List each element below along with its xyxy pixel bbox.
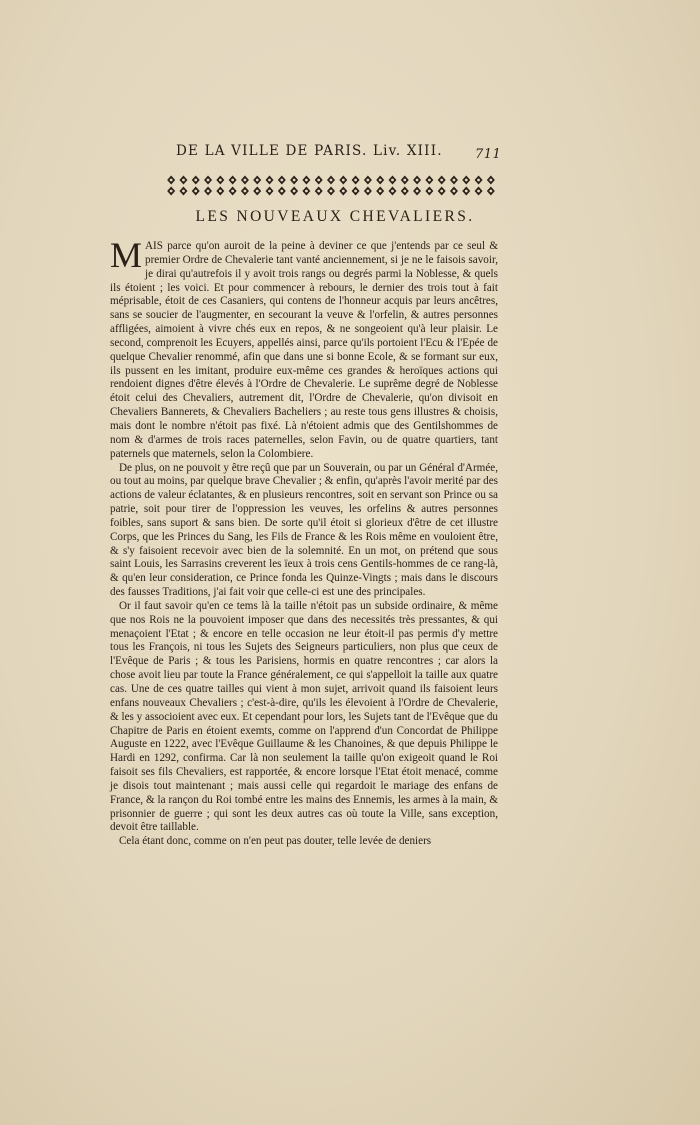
ornament-dot [280,190,283,193]
ornament-dot [317,179,320,182]
ornament-dot [219,179,222,182]
ornament-dot [219,190,222,193]
ornament-dot [182,179,185,182]
page-number: 711 [475,147,502,162]
ornament-dot [366,179,369,182]
ornament-dot [477,179,480,182]
ornament-dot [342,179,345,182]
ornament-dot [231,179,234,182]
running-head: DE LA VILLE DE PARIS. Liv. XIII. [176,143,443,159]
ornament-dot [194,179,197,182]
ornament-dot [416,190,419,193]
printer-ornament-band [165,174,497,198]
ornament-dot [391,179,394,182]
ornament-dot [477,190,480,193]
text-body [110,235,498,849]
ornament-dot [391,190,394,193]
ornament-dot [440,179,443,182]
drop-cap: M [110,235,143,275]
ornament-dot [305,190,308,193]
ornament-dot [207,179,210,182]
ornament-dot [403,179,406,182]
ornament-dot [256,190,259,193]
ornament-dot [465,190,468,193]
ornament-dot [170,179,173,182]
ornament-dot [428,190,431,193]
ornament-dot [244,179,247,182]
ornament-dot [416,179,419,182]
ornament-dot [194,190,197,193]
ornament-dot [293,179,296,182]
ornament-dot [440,190,443,193]
ornament-dot [317,190,320,193]
ornament-dot [354,179,357,182]
ornament-dot [330,190,333,193]
ornament-dot [453,190,456,193]
ornament-dot [453,179,456,182]
ornament-dot [366,190,369,193]
ornament-dot [293,190,296,193]
ornament-dot [268,179,271,182]
paragraph-text: AIS parce qu'on auroit de la peine à deviner ce que j'entends par ce seul & premier Ordre de Chevalerie tant vanté anciennement, si je ne le faisois savoir, je dirai qu'autrefois il y avoit trois rangs ou degrés parmi la Noblesse, & quels ils étoient ; les voici. Et pour commencer à rebours, le dernier des trois tout à fait méprisable, étoit de ces Casaniers, qui contens de l'honneur acquis par leurs ancêtres, sans se soucier de l'augmenter, en secourant la veuve & l'orfelin, & autres personnes affligées, aimoient à vivre chés eux en repos, & ne songeoient qu'à leur plaisir. Le second, comprenoit les Ecuyers, appellés ainsi, parce qu'ils portoient l'Ecu & l'Epée de quelque Chevalier renommé, afin que dans une si bonne Ecole, & se formant sur eux, ils pussent en les imitant, produire eux-même ces grandes & heroïques actions qui rendoient dignes d'être élevés à l'Ordre de Chevalerie. Le suprême degré de Noblesse étoit celui des Chevaliers, autrement dit, l'Ordre de Chevalerie, qu'on divisoit en Chevaliers Bannerets, & Chevaliers Bacheliers ; au reste tous gens illustres & choisis, mais dont le nombre n'étoit pas fixé. Là n'étoient admis que des Gentilshommes de nom & d'armes de trois races paternelles, selon Favin, ou de quatre quartiers, tant paternels que maternels, selon la Colombiere. [110,240,498,460]
ornament-dot [280,179,283,182]
ornament-dot [403,190,406,193]
ornament-dot [342,190,345,193]
ornament-dot [256,179,259,182]
ornament-dot [305,179,308,182]
ornament-dot [379,190,382,193]
ornament-dot [428,179,431,182]
ornament-dot [354,190,357,193]
ornament-dot [207,190,210,193]
ornament-dot [330,179,333,182]
paragraph-4: Cela étant donc, comme on n'en peut pas douter, telle levée de deniers [119,835,432,848]
paragraph-3: Or il faut savoir qu'en ce tems là la taille n'étoit pas un subside ordinaire, & même que nos Rois ne la pouvoient imposer que dans des necessités très pressantes, & qui menaçoient l'Etat ; & encore en telle occasion ne leur étoit-il pas permis d'y mettre tous les François, ni tous les Sujets des Seigneurs particuliers, non plus que ceux de l'Evêque de Paris ; & tous les Parisiens, hormis en quatre rencontres ; car alors la chose avoit lieu par toute la France généralement, ce qui s'appelloit la taille aux quatre cas. Une de ces quatre tailles qui vient à mon sujet, arrivoit quand ils faisoient leurs enfans nouveaux Chevaliers ; c'est-à-dire, qu'ils les élevoient à l'Ordre de Chevalerie, & les y associoient avec eux. Et cependant pour lors, les Sujets tant de l'Evêque que du Chapitre de Paris en étoient exemts, comme on l'apprend d'un Concordat de Philippe Auguste en 1222, avec l'Evêque Guillaume & les Chanoines, & que depuis Philippe le Hardi en 1292, confirma. Car là non seulement la taille qu'on exigeoit quand le Roi faisoit ses fils Chevaliers, est rapportée, & encore lorsque l'Etat étoit menacé, comme je disois tout maintenant ; mais aussi celle qui regardoit le mariage des enfans de France, & la rançon du Roi tombé entre les mains des Ennemis, les armes à la main, & prisonnier de guerre ; qui sont les deux autres cas où toute la Ville, sans exception, devoit être taillable. [110,599,498,834]
ornament-dot [170,190,173,193]
ornament-dot [489,190,492,193]
ornament-dot [489,179,492,182]
ornament-dot [244,190,247,193]
ornament-dot [231,190,234,193]
chapter-title: LES NOUVEAUX CHEVALIERS. [195,208,475,225]
ornament-dot [465,179,468,182]
paragraph-1 [110,235,498,462]
ornament-dot [268,190,271,193]
ornament-dot [379,179,382,182]
ornament-dot [182,190,185,193]
paragraph-2: De plus, on ne pouvoit y être reçû que par un Souverain, ou par un Général d'Armée, ou tout au moins, par quelque brave Chevalier ; & enfin, qu'après l'avoir merité par des actions de valeur éclatantes, & en plusieurs rencontres, soit en servant son Prince ou sa patrie, soit pour tirer de l'oppression les veuves, les orfelins & autres personnes foibles, sans suport & sans bien. De sorte qu'il étoit si glorieux d'être de cet illustre Corps, que les Princes du Sang, les Fils de France & les Rois même en vouloient être, & s'y faisoient recevoir avec bien de la solemnité. En un mot, on prétend que sous saint Louis, les Sarrasins creverent les ïeux à trois cens Gentils-hommes de ce rang-là, & qu'en leur consideration, ce Prince fonda les Quinze-Vingts ; mais dans le discours des fausses Traditions, j'ai fait voir que celle-ci est une des principales. [110,461,498,599]
